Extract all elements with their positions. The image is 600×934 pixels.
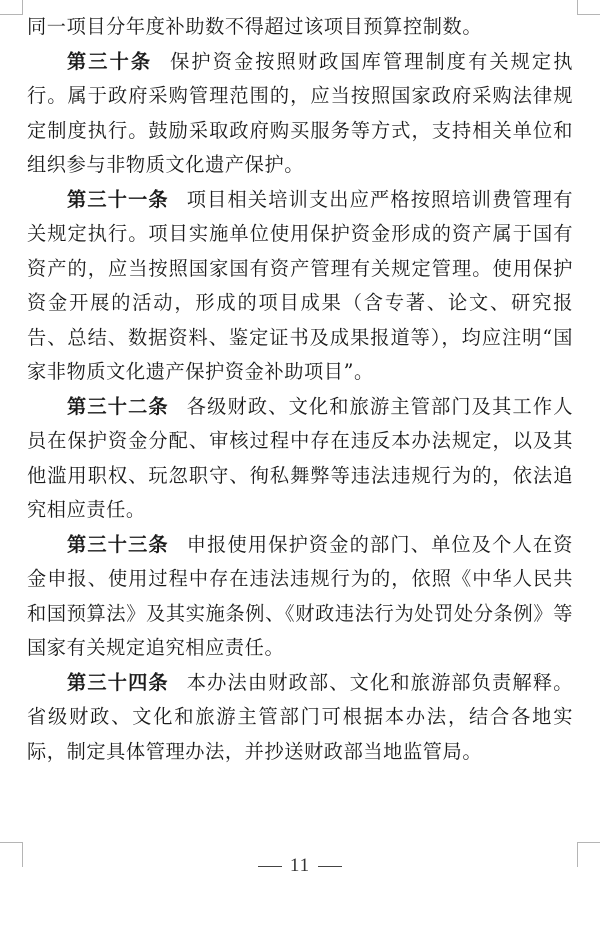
article-32-label: 第三十二条 [67, 394, 169, 418]
page-number: 11 [289, 855, 311, 876]
article-31-text: 项目相关培训支出应严格按照培训费管理有关规定执行。项目实施单位使用保护资金形成的资产属于国有资产的，应当按照国家国有资产管理有关规定管理。使用保护资金开展的活动，形成的项目成果（含专著、论文、研究报告、总结、数据资料、鉴定证书及成果报道等），均应注明“国家非物质文化遗产保护资金补助项目”。 [27, 187, 574, 383]
article-34-label: 第三十四条 [67, 670, 169, 694]
document-body [27, 10, 573, 769]
page-number-dash-left [258, 866, 282, 867]
article-33-label: 第三十三条 [67, 532, 169, 556]
page-number-dash-right [318, 866, 342, 867]
article-34-text: 本办法由财政部、文化和旅游部负责解释。省级财政、文化和旅游主管部门可根据本办法，结合各地实际，制定具体管理办法，并抄送财政部当地监管局。 [27, 670, 574, 763]
crop-mark-top-left [0, 0, 23, 15]
continuation-paragraph: 同一项目分年度补助数不得超过该项目预算控制数。 [27, 15, 483, 38]
article-30-label: 第三十条 [67, 49, 153, 73]
page-number-footer [0, 855, 600, 877]
article-32-text: 各级财政、文化和旅游主管部门及其工作人员在保护资金分配、审核过程中存在违反本办法规定，以及其他滥用职权、玩忽职守、徇私舞弊等违法违规行为的，依法追究相应责任。 [27, 394, 574, 521]
article-32 [27, 390, 573, 528]
article-30 [27, 45, 573, 183]
article-34 [27, 666, 573, 770]
article-30-text: 保护资金按照财政国库管理制度有关规定执行。属于政府采购管理范围的，应当按照国家政府采购法律规定制度执行。鼓励采取政府购买服务等方式，支持相关单位和组织参与非物质文化遗产保护。 [27, 49, 573, 176]
article-33 [27, 528, 573, 666]
crop-mark-top-right [577, 0, 600, 15]
article-31 [27, 183, 573, 390]
article-31-label: 第三十一条 [67, 187, 169, 211]
article-33-text: 申报使用保护资金的部门、单位及个人在资金申报、使用过程中存在违法违规行为的，依照《中华人民共和国预算法》及其实施条例、《财政违法行为处罚处分条例》等国家有关规定追究相应责任。 [27, 532, 574, 659]
